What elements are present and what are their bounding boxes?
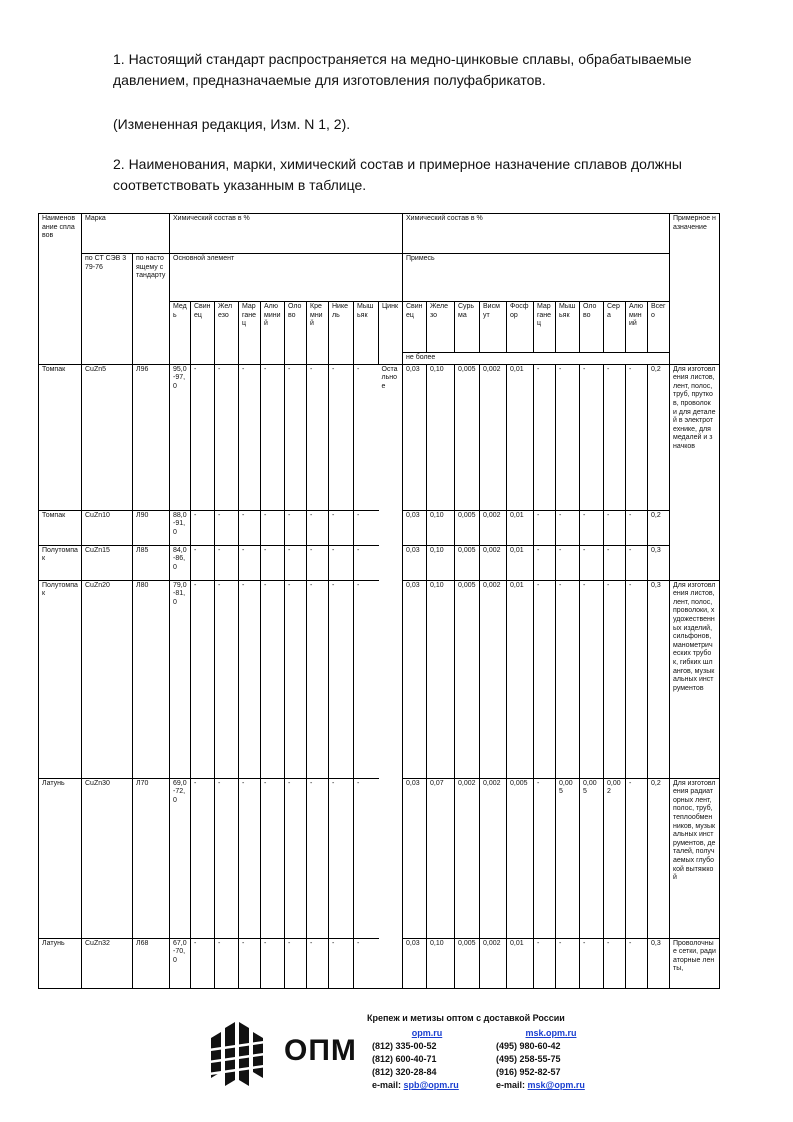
- main-element-cell: -: [239, 545, 261, 580]
- impurity-cell: -: [534, 580, 556, 778]
- copper-cell: 79,0-81,0: [170, 580, 191, 778]
- main-element-cell: -: [285, 938, 307, 988]
- main-element-cell: -: [261, 364, 285, 510]
- impurity-cell: 0,10: [427, 545, 455, 580]
- impurity-total-cell: 0,2: [648, 778, 670, 938]
- main-element-cell: -: [354, 580, 379, 778]
- impurity-cell: -: [534, 364, 556, 510]
- main-element-cell: -: [285, 510, 307, 545]
- main-element-cell: -: [191, 545, 215, 580]
- purpose-cell: Для изготовления листов, лент, полос, проволоки, художественных изделий, сильфонов, манометрических трубок, гибких шлангов, музыкальных инструментов: [670, 580, 720, 778]
- element-header: Мышьяк: [354, 302, 379, 365]
- main-element-cell: -: [191, 778, 215, 938]
- element-header: Алюминий: [261, 302, 285, 365]
- main-element-cell: -: [285, 778, 307, 938]
- main-element-cell: -: [215, 364, 239, 510]
- alloy-name-cell: Полутомпак: [39, 580, 82, 778]
- impurity-cell: 0,03: [403, 364, 427, 510]
- impurity-cell: -: [626, 938, 648, 988]
- main-element-cell: -: [239, 580, 261, 778]
- impurity-cell: -: [580, 545, 604, 580]
- main-element-cell: -: [307, 580, 329, 778]
- header-purpose: Примерное назначение: [670, 214, 720, 365]
- st-sev-mark-cell: CuZn10: [82, 510, 133, 545]
- paragraph-grades: 2. Наименования, марки, химический состав и примерное назначение сплавов должны соответствовать указанным в таблице.: [113, 156, 682, 193]
- impurity-cell: 0,10: [427, 364, 455, 510]
- header-mark: Марка: [82, 214, 170, 254]
- impurity-cell: 0,01: [507, 580, 534, 778]
- impurity-cell: -: [556, 364, 580, 510]
- main-element-cell: -: [329, 778, 354, 938]
- impurity-cell: 0,03: [403, 778, 427, 938]
- main-element-cell: -: [261, 545, 285, 580]
- impurity-cell: -: [534, 545, 556, 580]
- table-row: [39, 364, 720, 510]
- impurity-total-cell: 0,2: [648, 364, 670, 510]
- copper-cell: 67,0-70,0: [170, 938, 191, 988]
- impurity-cell: 0,01: [507, 545, 534, 580]
- element-header: Никель: [329, 302, 354, 365]
- header-main-element: Основной элемент: [170, 254, 403, 302]
- main-element-cell: -: [354, 545, 379, 580]
- impurity-header: Сера: [604, 302, 626, 353]
- element-header: Олово: [285, 302, 307, 365]
- main-element-cell: -: [261, 778, 285, 938]
- main-element-cell: -: [354, 364, 379, 510]
- alloy-name-cell: Полутомпак: [39, 545, 82, 580]
- main-element-cell: -: [354, 778, 379, 938]
- standard-mark-cell: Л68: [133, 938, 170, 988]
- header-this-standard: по настоящему стандарту: [133, 254, 170, 365]
- impurity-cell: 0,002: [480, 364, 507, 510]
- copper-cell: 95,0-97,0: [170, 364, 191, 510]
- copper-cell: 84,0-86,0: [170, 545, 191, 580]
- main-element-cell: -: [215, 580, 239, 778]
- paragraph-scope: 1. Настоящий стандарт распространяется на медно-цинковые сплавы, обрабатываемые давлением, предназначаемые для изготовления полуфабрикатов.: [113, 51, 692, 88]
- main-element-cell: -: [239, 510, 261, 545]
- impurity-cell: -: [626, 778, 648, 938]
- impurity-header: Мышьяк: [556, 302, 580, 353]
- main-element-cell: -: [285, 580, 307, 778]
- impurity-cell: 0,10: [427, 938, 455, 988]
- impurity-header: Сурьма: [455, 302, 480, 353]
- main-element-cell: -: [261, 580, 285, 778]
- purpose-cell: Проволочные сетки, радиаторные ленты,: [670, 938, 720, 988]
- main-element-cell: -: [239, 938, 261, 988]
- impurity-cell: -: [580, 510, 604, 545]
- main-element-cell: -: [307, 364, 329, 510]
- main-element-cell: -: [329, 580, 354, 778]
- alloy-name-cell: Томпак: [39, 364, 82, 510]
- standard-mark-cell: Л70: [133, 778, 170, 938]
- main-element-cell: -: [191, 510, 215, 545]
- element-header: Медь: [170, 302, 191, 365]
- impurity-cell: 0,01: [507, 510, 534, 545]
- main-element-cell: -: [329, 364, 354, 510]
- element-header: Цинк: [379, 302, 403, 365]
- impurity-cell: 0,005: [455, 510, 480, 545]
- impurity-total-cell: 0,3: [648, 580, 670, 778]
- impurity-cell: -: [604, 938, 626, 988]
- impurity-cell: -: [580, 938, 604, 988]
- impurity-cell: 0,005: [507, 778, 534, 938]
- impurity-cell: 0,01: [507, 364, 534, 510]
- impurity-cell: -: [556, 580, 580, 778]
- impurity-cell: 0,005: [580, 778, 604, 938]
- spb-email-link[interactable]: spb@opm.ru: [403, 1080, 459, 1090]
- header-chem-main: Химический состав в %: [170, 214, 403, 254]
- logo-wordmark: ОПМ: [284, 1034, 357, 1067]
- main-element-cell: -: [215, 938, 239, 988]
- main-element-cell: -: [261, 510, 285, 545]
- main-element-cell: -: [191, 364, 215, 510]
- main-element-cell: -: [354, 510, 379, 545]
- main-element-cell: -: [307, 510, 329, 545]
- msk-phone: (495) 980-60-42: [496, 1041, 561, 1051]
- purpose-cell: Для изготовления листов, лент, полос, труб, прутков, проволок и для деталей в электротехнике, для медалей и значков: [670, 364, 720, 580]
- st-sev-mark-cell: CuZn32: [82, 938, 133, 988]
- impurity-cell: -: [556, 545, 580, 580]
- header-not-more: не более: [403, 353, 670, 365]
- alloy-composition-table: [38, 213, 720, 989]
- msk-site-link[interactable]: msk.opm.ru: [525, 1028, 577, 1038]
- impurity-cell: 0,005: [556, 778, 580, 938]
- impurity-cell: -: [580, 364, 604, 510]
- spb-phone: (812) 600-40-71: [372, 1054, 437, 1064]
- impurity-cell: -: [604, 510, 626, 545]
- main-element-cell: -: [329, 510, 354, 545]
- impurity-cell: 0,03: [403, 545, 427, 580]
- impurity-cell: 0,07: [427, 778, 455, 938]
- footer: [0, 1008, 793, 1108]
- opm-logo-icon: [205, 1020, 275, 1090]
- impurity-cell: 0,002: [455, 778, 480, 938]
- footer-tagline: Крепеж и метизы оптом с доставкой России: [367, 1013, 565, 1023]
- spb-phone: (812) 320-28-84: [372, 1067, 437, 1077]
- spb-phone: (812) 335-00-52: [372, 1041, 437, 1051]
- main-element-cell: -: [285, 545, 307, 580]
- main-element-cell: -: [191, 580, 215, 778]
- msk-email-link[interactable]: msk@opm.ru: [527, 1080, 585, 1090]
- impurity-total-cell: 0,2: [648, 510, 670, 545]
- msk-phone: (916) 952-82-57: [496, 1067, 561, 1077]
- main-element-cell: -: [215, 778, 239, 938]
- impurity-header: Всего: [648, 302, 670, 353]
- impurity-cell: 0,005: [455, 364, 480, 510]
- impurity-cell: -: [580, 580, 604, 778]
- st-sev-mark-cell: CuZn20: [82, 580, 133, 778]
- paragraph-revision: (Измененная редакция, Изм. N 1, 2).: [113, 116, 351, 132]
- main-element-cell: -: [239, 778, 261, 938]
- impurity-cell: -: [626, 364, 648, 510]
- impurity-header: Марганец: [534, 302, 556, 353]
- standard-mark-cell: Л80: [133, 580, 170, 778]
- impurity-cell: 0,002: [480, 545, 507, 580]
- impurity-cell: -: [626, 510, 648, 545]
- email-label: e-mail:: [496, 1080, 526, 1090]
- footer-msk-contacts: [496, 1027, 606, 1092]
- impurity-cell: 0,005: [455, 580, 480, 778]
- main-element-cell: -: [307, 938, 329, 988]
- main-element-cell: -: [215, 510, 239, 545]
- header-chem-impurity: Химический состав в %: [403, 214, 670, 254]
- impurity-cell: 0,005: [455, 938, 480, 988]
- table-body: [39, 364, 720, 988]
- purpose-cell: Для изготовления радиаторных лент, полос, труб, теплообменников, музыкальных инструментов, деталей, получаемых глубокой вытяжкой: [670, 778, 720, 938]
- email-label: e-mail:: [372, 1080, 402, 1090]
- impurity-cell: 0,03: [403, 510, 427, 545]
- main-element-cell: -: [354, 938, 379, 988]
- header-st-sev: по СТ СЭВ 379-76: [82, 254, 133, 365]
- impurity-cell: 0,005: [455, 545, 480, 580]
- impurity-total-cell: 0,3: [648, 545, 670, 580]
- alloy-name-cell: Латунь: [39, 938, 82, 988]
- impurity-header: Свинец: [403, 302, 427, 353]
- main-element-cell: -: [329, 938, 354, 988]
- element-header: Железо: [215, 302, 239, 365]
- copper-cell: 88,0-91,0: [170, 510, 191, 545]
- standard-mark-cell: Л96: [133, 364, 170, 510]
- impurity-cell: 0,01: [507, 938, 534, 988]
- element-header: Кремний: [307, 302, 329, 365]
- impurity-cell: 0,03: [403, 938, 427, 988]
- main-element-cell: -: [307, 545, 329, 580]
- impurity-cell: -: [556, 938, 580, 988]
- impurity-cell: -: [626, 545, 648, 580]
- standard-mark-cell: Л90: [133, 510, 170, 545]
- main-element-cell: -: [329, 545, 354, 580]
- msk-phone: (495) 258-55-75: [496, 1054, 561, 1064]
- impurity-cell: -: [604, 580, 626, 778]
- impurity-cell: 0,10: [427, 510, 455, 545]
- impurity-cell: 0,10: [427, 580, 455, 778]
- impurity-cell: 0,002: [604, 778, 626, 938]
- impurity-cell: 0,002: [480, 510, 507, 545]
- impurity-cell: -: [534, 510, 556, 545]
- alloy-name-cell: Латунь: [39, 778, 82, 938]
- st-sev-mark-cell: CuZn15: [82, 545, 133, 580]
- copper-cell: 69,0-72,0: [170, 778, 191, 938]
- alloy-name-cell: Томпак: [39, 510, 82, 545]
- impurity-cell: 0,002: [480, 580, 507, 778]
- impurity-total-cell: 0,3: [648, 938, 670, 988]
- impurity-cell: -: [556, 510, 580, 545]
- impurity-cell: -: [604, 364, 626, 510]
- main-element-cell: -: [239, 364, 261, 510]
- main-element-cell: -: [285, 364, 307, 510]
- zinc-cell: Остальное: [379, 364, 403, 988]
- impurity-header: Железо: [427, 302, 455, 353]
- impurity-header: Фосфор: [507, 302, 534, 353]
- spb-site-link[interactable]: opm.ru: [411, 1028, 443, 1038]
- element-header: Марганец: [239, 302, 261, 365]
- impurity-header: Алюминий: [626, 302, 648, 353]
- impurity-cell: -: [626, 580, 648, 778]
- main-element-cell: -: [215, 545, 239, 580]
- st-sev-mark-cell: CuZn5: [82, 364, 133, 510]
- impurity-cell: 0,03: [403, 580, 427, 778]
- element-header: Свинец: [191, 302, 215, 365]
- footer-spb-contacts: [372, 1027, 482, 1092]
- impurity-cell: 0,002: [480, 778, 507, 938]
- impurity-cell: -: [534, 778, 556, 938]
- standard-mark-cell: Л85: [133, 545, 170, 580]
- impurity-header: Висмут: [480, 302, 507, 353]
- main-element-cell: -: [261, 938, 285, 988]
- header-impurity: Примесь: [403, 254, 670, 302]
- header-alloy-name: Наименование сплавов: [39, 214, 82, 365]
- impurity-header: Олово: [580, 302, 604, 353]
- impurity-cell: 0,002: [480, 938, 507, 988]
- st-sev-mark-cell: CuZn30: [82, 778, 133, 938]
- main-element-cell: -: [191, 938, 215, 988]
- impurity-cell: -: [534, 938, 556, 988]
- impurity-cell: -: [604, 545, 626, 580]
- main-element-cell: -: [307, 778, 329, 938]
